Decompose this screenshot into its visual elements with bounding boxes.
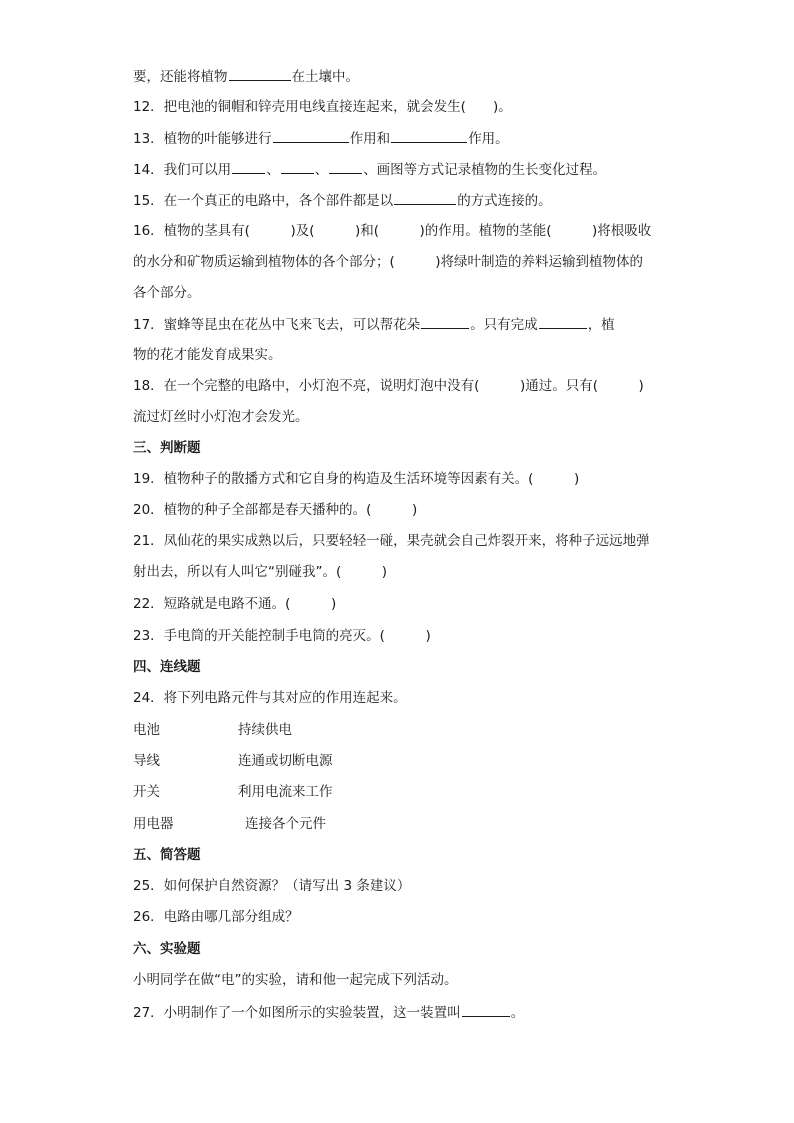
text: 。 bbox=[510, 1005, 525, 1021]
question-26 bbox=[133, 907, 673, 927]
text: 。只有完成 bbox=[470, 317, 538, 333]
text: 的水分和矿物质运输到植物体的各个部分；( )将绿叶制造的养料运输到植物体的 bbox=[133, 254, 644, 270]
text: 18．在一个完整的电路中，小灯泡不亮，说明灯泡中没有( )通过。只有( ) bbox=[133, 378, 644, 394]
text: 27．小明制作了一个如图所示的实验装置，这一装置叫 bbox=[133, 1005, 461, 1021]
text: 要，还能将植物 bbox=[133, 69, 228, 85]
text: 20．植物的种子全部都是春天播种的。( ) bbox=[133, 502, 418, 518]
match-right-item[interactable]: 持续供电 bbox=[238, 722, 292, 738]
section-heading-experiment: 六、实验题 bbox=[133, 941, 201, 957]
text: 、画图等方式记录植物的生长变化过程。 bbox=[363, 162, 607, 178]
answer-blank[interactable] bbox=[229, 66, 291, 81]
answer-blank[interactable] bbox=[394, 190, 456, 205]
match-left-item[interactable]: 导线 bbox=[133, 753, 160, 769]
question-18-line-1 bbox=[133, 376, 673, 396]
question-21-line-1 bbox=[133, 531, 673, 551]
answer-blank[interactable] bbox=[232, 159, 265, 174]
text: 13．植物的叶能够进行 bbox=[133, 131, 272, 147]
question-24 bbox=[133, 688, 673, 708]
text: 、 bbox=[314, 162, 329, 178]
text: 21．凤仙花的果实成熟以后，只要轻轻一碰，果壳就会自己炸裂开来，将种子远远地弹 bbox=[133, 533, 650, 549]
question-27 bbox=[133, 1002, 673, 1023]
text: 19．植物种子的散播方式和它自身的构造及生活环境等因素有关。( ) bbox=[133, 471, 580, 487]
question-23 bbox=[133, 626, 673, 646]
text: 17．蜜蜂等昆虫在花丛中飞来飞去，可以帮花朵 bbox=[133, 317, 421, 333]
text: 流过灯丝时小灯泡才会发光。 bbox=[133, 409, 309, 425]
match-right-item[interactable]: 利用电流来工作 bbox=[238, 784, 333, 800]
text: 14．我们可以用 bbox=[133, 162, 232, 178]
section-heading-matching: 四、连线题 bbox=[133, 659, 201, 675]
answer-blank[interactable] bbox=[391, 128, 467, 143]
question-14 bbox=[133, 159, 673, 180]
text: 12．把电池的铜帽和锌壳用电线直接连起来，就会发生( )。 bbox=[133, 99, 512, 115]
question-16-line-2 bbox=[133, 252, 673, 272]
question-15 bbox=[133, 190, 673, 211]
answer-blank[interactable] bbox=[281, 159, 314, 174]
match-right-item[interactable]: 连通或切断电源 bbox=[238, 753, 333, 769]
text: 24．将下列电路元件与其对应的作用连起来。 bbox=[133, 690, 407, 706]
text: 在土壤中。 bbox=[291, 69, 359, 85]
question-11-continued bbox=[133, 66, 673, 87]
text: 15．在一个真正的电路中，各个部件都是以 bbox=[133, 193, 394, 209]
question-16-line-3 bbox=[133, 283, 673, 303]
text: 25．如何保护自然资源？（请写出 3 条建议） bbox=[133, 878, 411, 894]
text: 22．短路就是电路不通。( ) bbox=[133, 596, 337, 612]
text: 作用和 bbox=[349, 131, 391, 147]
question-13 bbox=[133, 128, 673, 149]
text: ，植 bbox=[587, 317, 615, 333]
answer-blank[interactable] bbox=[273, 128, 349, 143]
question-19 bbox=[133, 469, 673, 489]
text: 物的花才能发育成果实。 bbox=[133, 347, 282, 363]
experiment-intro bbox=[133, 970, 673, 990]
answer-blank[interactable] bbox=[421, 314, 469, 329]
question-22 bbox=[133, 594, 673, 614]
text: 的方式连接的。 bbox=[457, 193, 552, 209]
match-right-item[interactable]: 连接各个元件 bbox=[245, 816, 326, 832]
match-left-item[interactable]: 电池 bbox=[133, 722, 160, 738]
question-20 bbox=[133, 500, 673, 520]
question-16-line-1 bbox=[133, 221, 673, 241]
text: 、 bbox=[266, 162, 280, 178]
section-heading-short-answer: 五、简答题 bbox=[133, 847, 201, 863]
question-21-line-2 bbox=[133, 562, 673, 582]
text: 射出去，所以有人叫它“别碰我”。( ) bbox=[133, 564, 388, 580]
answer-blank[interactable] bbox=[462, 1002, 510, 1017]
match-left-item[interactable]: 用电器 bbox=[133, 816, 174, 832]
question-17-line-1 bbox=[133, 314, 673, 335]
answer-blank[interactable] bbox=[329, 159, 362, 174]
match-left-item[interactable]: 开关 bbox=[133, 784, 160, 800]
text: 小明同学在做“电”的实验，请和他一起完成下列活动。 bbox=[133, 972, 458, 988]
section-heading-judgment: 三、判断题 bbox=[133, 440, 201, 456]
text: 16．植物的茎具有( )及( )和( )的作用。植物的茎能( )将根吸收 bbox=[133, 223, 652, 239]
question-17-line-2 bbox=[133, 345, 673, 365]
answer-blank[interactable] bbox=[539, 314, 587, 329]
question-12 bbox=[133, 97, 673, 117]
text: 23．手电筒的开关能控制手电筒的亮灭。( ) bbox=[133, 628, 431, 644]
text: 作用。 bbox=[468, 131, 509, 147]
question-25 bbox=[133, 876, 673, 896]
text: 各个部分。 bbox=[133, 285, 201, 301]
text: 26．电路由哪几部分组成？ bbox=[133, 909, 299, 925]
question-18-line-2 bbox=[133, 407, 673, 427]
